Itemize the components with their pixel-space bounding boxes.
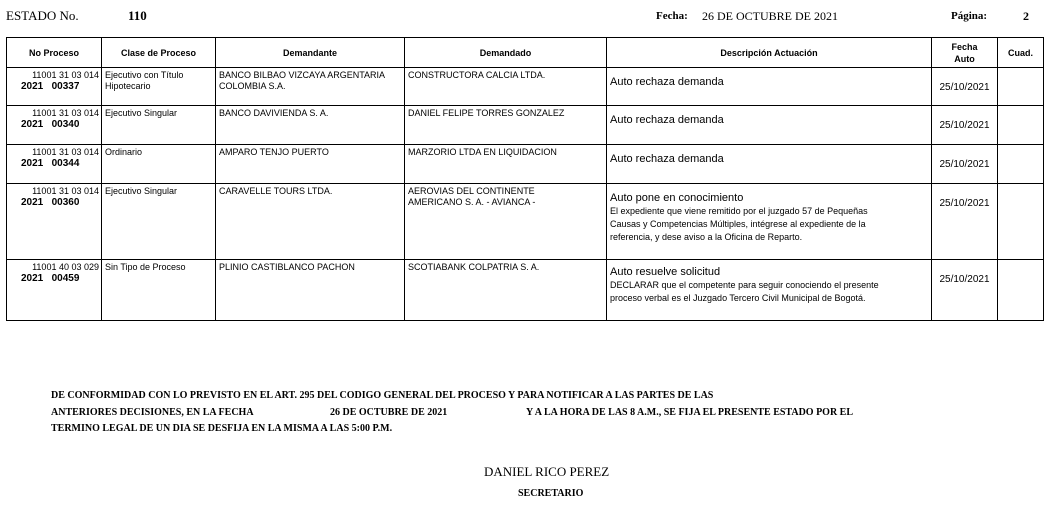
cell-no-proceso: [7, 260, 102, 321]
fecha-auto: 25/10/2021: [939, 82, 990, 93]
pagina-label: Página:: [951, 10, 988, 22]
fecha-value: 26 DE OCTUBRE DE 2021: [702, 9, 838, 23]
actuacion-title: Auto rechaza demanda: [610, 76, 724, 88]
cell-descripcion: [607, 260, 932, 321]
footer-line-2a: ANTERIORES DECISIONES, EN LA FECHA: [51, 407, 254, 418]
proceso-radicado: 11001 31 03 014: [32, 70, 99, 80]
proceso-anio-numero: 2021 00360: [21, 197, 80, 208]
cell-demandante: BANCO BILBAO VIZCAYA ARGENTARIA COLOMBIA S.A.: [216, 68, 405, 106]
cell-clase: Ejecutivo Singular: [102, 106, 216, 145]
footer-date: 26 DE OCTUBRE DE 2021: [330, 407, 448, 418]
cell-fecha-auto: [932, 68, 998, 106]
fecha-auto: 25/10/2021: [939, 198, 990, 209]
proceso-radicado: 11001 31 03 014: [32, 108, 99, 118]
proceso-anio-numero: 2021 00337: [21, 81, 80, 92]
signer-name: DANIEL RICO PEREZ: [484, 464, 610, 479]
cell-cuad: [998, 145, 1044, 184]
cell-descripcion: [607, 145, 932, 184]
table-row: [7, 106, 1044, 145]
cell-demandado: SCOTIABANK COLPATRIA S. A.: [405, 260, 607, 321]
cell-fecha-auto: [932, 184, 998, 260]
cell-no-proceso: [7, 145, 102, 184]
cell-cuad: [998, 260, 1044, 321]
cell-fecha-auto: [932, 106, 998, 145]
cell-no-proceso: [7, 184, 102, 260]
cell-clase: Ordinario: [102, 145, 216, 184]
cell-demandante: AMPARO TENJO PUERTO: [216, 145, 405, 184]
col-fecha-auto: Fecha Auto: [932, 38, 998, 68]
cell-clase: Ejecutivo con Título Hipotecario: [102, 68, 216, 106]
col-demandado: Demandado: [405, 38, 607, 68]
estado-label: ESTADO No.: [6, 8, 79, 23]
actuacion-title: Auto resuelve solicitud: [610, 266, 721, 278]
fecha-label: Fecha:: [656, 10, 688, 22]
cell-fecha-auto: [932, 260, 998, 321]
estado-table: [6, 37, 1044, 321]
fecha-auto: 25/10/2021: [939, 274, 990, 285]
cell-demandado: AEROVIAS DEL CONTINENTE AMERICANO S. A. - AVIANCA -: [405, 184, 607, 260]
actuacion-detalle: El expediente que viene remitido por el juzgado 57 de Pequeñas Causas y Competencias Múltiples, intégrese al expediente de la referencia, y dese aviso a la Oficina de Reparto.: [610, 206, 868, 242]
cell-demandante: CARAVELLE TOURS LTDA.: [216, 184, 405, 260]
footer-line-3: TERMINO LEGAL DE UN DIA SE DESFIJA EN LA MISMA A LAS 5:00 P.M.: [51, 423, 393, 434]
cell-demandante: BANCO DAVIVIENDA S. A.: [216, 106, 405, 145]
cell-descripcion: [607, 68, 932, 106]
proceso-radicado: 11001 31 03 014: [32, 147, 99, 157]
col-descripcion: Descripción Actuación: [607, 38, 932, 68]
cell-clase: Ejecutivo Singular: [102, 184, 216, 260]
proceso-radicado: 11001 40 03 029: [32, 262, 99, 272]
actuacion-title: Auto pone en conocimiento: [610, 192, 744, 204]
proceso-anio-numero: 2021 00340: [21, 119, 80, 130]
actuacion-title: Auto rechaza demanda: [610, 114, 724, 126]
actuacion-detalle: DECLARAR que el competente para seguir conociendo el presente proceso verbal es el Juzgado Tercero Civil Municipal de Bogotá.: [610, 280, 879, 303]
cell-cuad: [998, 106, 1044, 145]
pagina-number: 2: [1023, 9, 1029, 23]
cell-demandado: MARZORIO LTDA EN LIQUIDACION: [405, 145, 607, 184]
proceso-anio-numero: 2021 00459: [21, 273, 80, 284]
proceso-anio-numero: 2021 00344: [21, 158, 80, 169]
cell-demandante: PLINIO CASTIBLANCO PACHON: [216, 260, 405, 321]
cell-fecha-auto: [932, 145, 998, 184]
fecha-auto: 25/10/2021: [939, 159, 990, 170]
table-header-row: [7, 38, 1044, 68]
footer-line-2c: Y A LA HORA DE LAS 8 A.M., SE FIJA EL PRESENTE ESTADO POR EL: [526, 407, 854, 418]
table-row: [7, 260, 1044, 321]
cell-cuad: [998, 184, 1044, 260]
fecha-auto: 25/10/2021: [939, 120, 990, 131]
cell-demandado: CONSTRUCTORA CALCIA LTDA.: [405, 68, 607, 106]
cell-clase: Sin Tipo de Proceso: [102, 260, 216, 321]
table-row: [7, 68, 1044, 106]
cell-demandado: DANIEL FELIPE TORRES GONZALEZ: [405, 106, 607, 145]
cell-descripcion: [607, 184, 932, 260]
signer-title: SECRETARIO: [518, 488, 584, 499]
table-row: [7, 184, 1044, 260]
footer-line-1: DE CONFORMIDAD CON LO PREVISTO EN EL ART. 295 DEL CODIGO GENERAL DEL PROCESO Y PARA NOTIFICAR A LAS PARTES DE LAS: [51, 390, 714, 401]
cell-descripcion: [607, 106, 932, 145]
actuacion-title: Auto rechaza demanda: [610, 153, 724, 165]
cell-no-proceso: [7, 68, 102, 106]
col-demandante: Demandante: [216, 38, 405, 68]
col-clase-proceso: Clase de Proceso: [102, 38, 216, 68]
col-no-proceso: No Proceso: [7, 38, 102, 68]
estado-number: 110: [128, 8, 147, 23]
cell-cuad: [998, 68, 1044, 106]
proceso-radicado: 11001 31 03 014: [32, 186, 99, 196]
table-row: [7, 145, 1044, 184]
cell-no-proceso: [7, 106, 102, 145]
col-cuad: Cuad.: [998, 38, 1044, 68]
